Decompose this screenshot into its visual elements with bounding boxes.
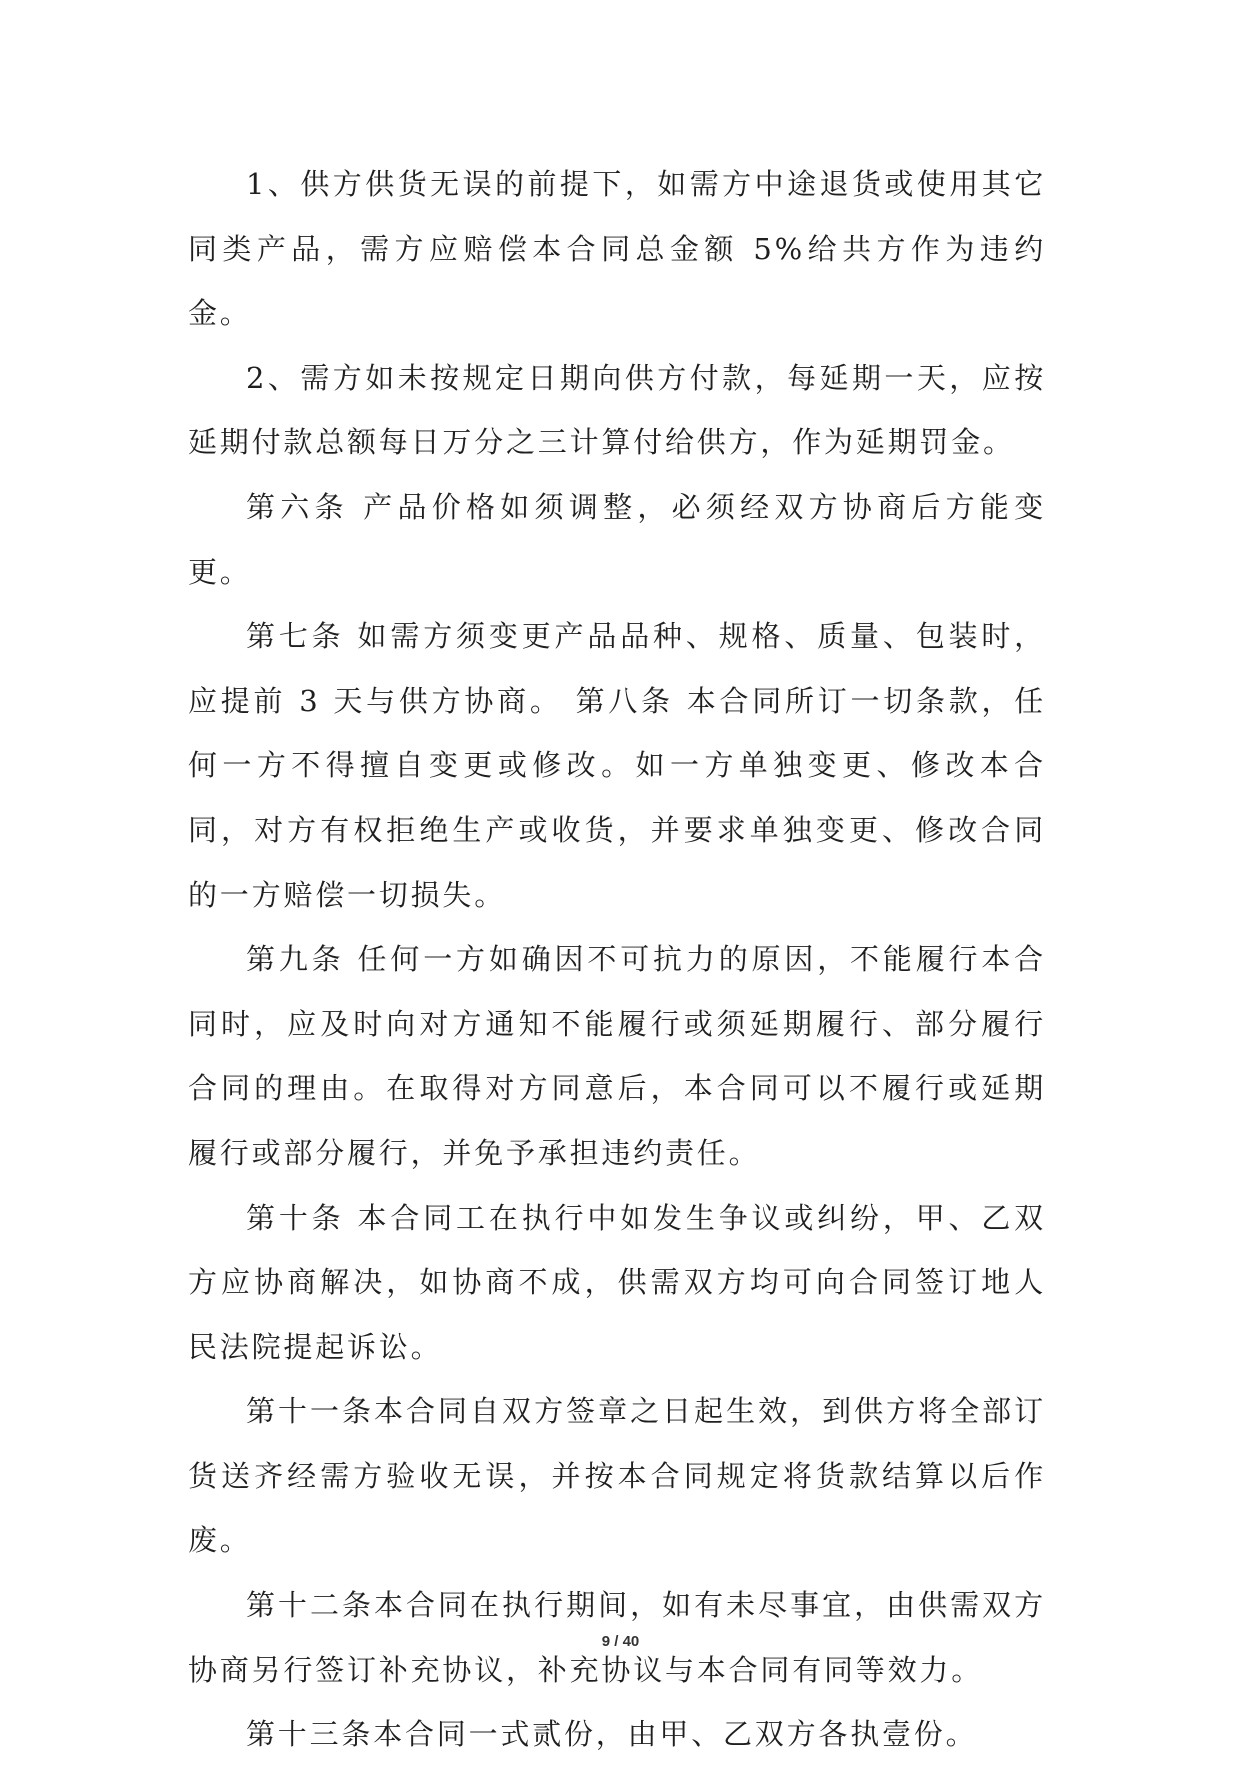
document-body — [188, 152, 1046, 1767]
clause-paragraph-1: 1、供方供货无误的前提下，如需方中途退货或使用其它同类产品，需方应赔偿本合同总金额 5%给共方作为违约金。 — [188, 167, 1046, 331]
clause-article-11: 第十一条本合同自双方签章之日起生效，到供方将全部订货送齐经需方验收无误，并按本合同规定将货款结算以后作废。 — [188, 1394, 1046, 1558]
clause-article-10: 第十条 本合同工在执行中如发生争议或纠纷，甲、乙双方应协商解决，如协商不成，供需双方均可向合同签订地人民法院提起诉讼。 — [188, 1200, 1046, 1364]
clause-paragraph-2: 2、需方如未按规定日期向供方付款，每延期一天，应按延期付款总额每日万分之三计算付给供方，作为延期罚金。 — [188, 360, 1046, 460]
clause-article-7-8: 第七条 如需方须变更产品品种、规格、质量、包装时，应提前 3 天与供方协商。 第八条 本合同所订一切条款，任何一方不得擅自变更或修改。如一方单独变更、修改本合同，对方有权拒绝生产或收货，并要求单独变更、修改合同的一方赔偿一切损失。 — [188, 619, 1046, 912]
clause-article-13: 第十三条本合同一式贰份，由甲、乙双方各执壹份。 — [246, 1717, 978, 1752]
clause-article-12: 第十二条本合同在执行期间，如有未尽事宜，由供需双方协商另行签订补充协议，补充协议与本合同有同等效力。 — [188, 1588, 1046, 1687]
clause-article-9: 第九条 任何一方如确因不可抗力的原因，不能履行本合同时，应及时向对方通知不能履行或须延期履行、部分履行合同的理由。在取得对方同意后，本合同可以不履行或延期履行或部分履行，并免予承担违约责任。 — [188, 942, 1046, 1170]
clause-article-6: 第六条 产品价格如须调整，必须经双方协商后方能变更。 — [188, 489, 1046, 589]
page-number: 9 / 40 — [601, 1633, 640, 1650]
